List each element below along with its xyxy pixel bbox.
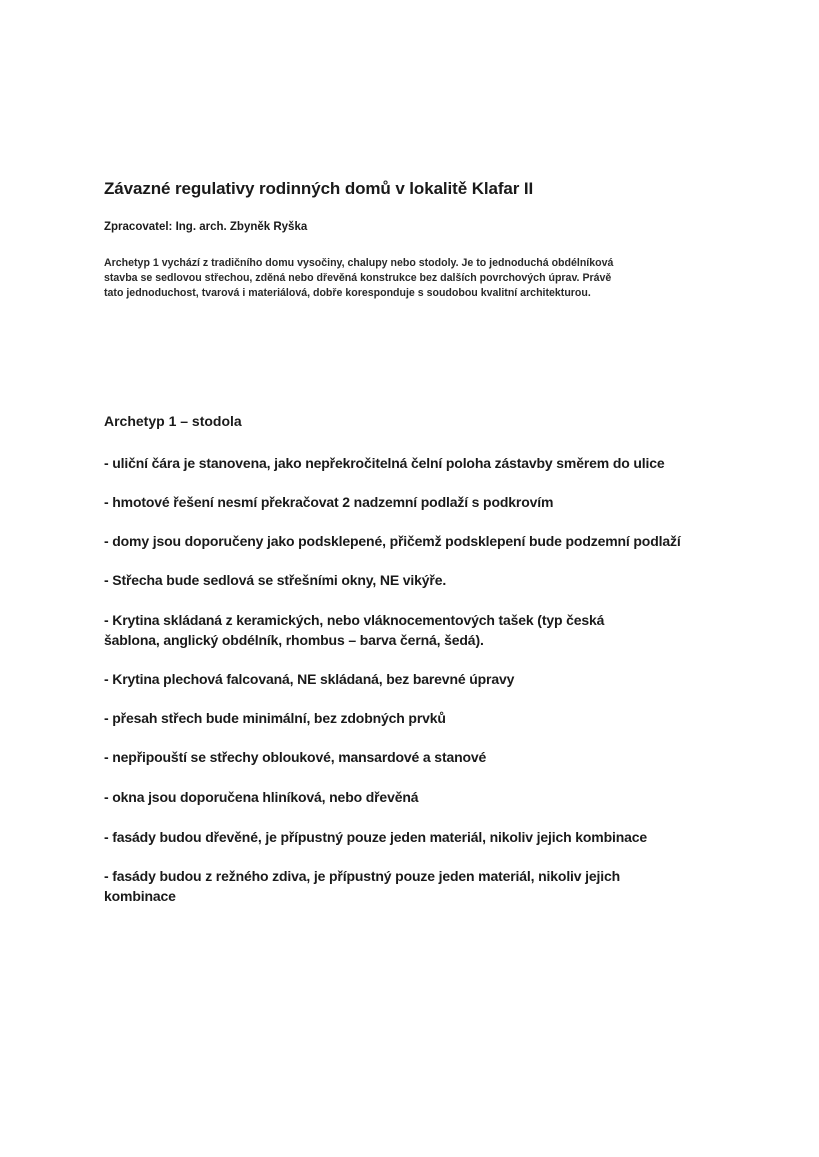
rule-item: [104, 610, 764, 650]
rule-line: - Krytina plechová falcovaná, NE skládaná, bez barevné úpravy: [104, 671, 515, 687]
document-author: Zpracovatel: Ing. arch. Zbyněk Ryška: [104, 221, 308, 233]
rule-line: - Krytina skládaná z keramických, nebo vláknocementových tašek (typ česká: [104, 612, 605, 628]
rule-item: [104, 787, 764, 807]
intro-line: tato jednoduchost, tvarová i materiálová, dobře koresponduje s soudobou kvalitní architekturou.: [104, 287, 591, 299]
rule-item: [104, 453, 764, 473]
rule-line: kombinace: [104, 888, 176, 904]
rule-item: [104, 669, 764, 689]
rule-line: - domy jsou doporučeny jako podsklepené, přičemž podsklepení bude podzemní podlaží: [104, 533, 681, 549]
rule-item: [104, 747, 764, 767]
rule-item: [104, 866, 764, 906]
intro-paragraph: [104, 256, 744, 301]
rule-line: - přesah střech bude minimální, bez zdobných prvků: [104, 710, 446, 726]
rule-line: - okna jsou doporučena hliníková, nebo dřevěná: [104, 789, 419, 805]
intro-line: stavba se sedlovou střechou, zděná nebo dřevěná konstrukce bez dalších povrchových úprav. Právě: [104, 272, 612, 284]
rule-line: - Střecha bude sedlová se střešními okny, NE vikýře.: [104, 572, 447, 588]
rule-item: [104, 570, 764, 590]
rule-line: - uliční čára je stanovena, jako nepřekročitelná čelní poloha zástavby směrem do ulice: [104, 455, 665, 471]
intro-line: Archetyp 1 vychází z tradičního domu vysočiny, chalupy nebo stodoly. Je to jednoduchá obdélníková: [104, 257, 614, 269]
document-title: Závazné regulativy rodinných domů v lokalitě Klafar II: [104, 179, 534, 198]
section-heading: Archetyp 1 – stodola: [104, 413, 242, 429]
rule-line: šablona, anglický obdélník, rhombus – barva černá, šedá).: [104, 632, 484, 648]
rule-item: [104, 531, 764, 551]
rule-line: - fasády budou dřevěné, je přípustný pouze jeden materiál, nikoliv jejich kombinace: [104, 829, 648, 845]
rule-line: - fasády budou z režného zdiva, je přípustný pouze jeden materiál, nikoliv jejich: [104, 868, 621, 884]
rule-line: - hmotové řešení nesmí překračovat 2 nadzemní podlaží s podkrovím: [104, 494, 554, 510]
rule-line: - nepřipouští se střechy obloukové, mansardové a stanové: [104, 749, 487, 765]
rule-item: [104, 708, 764, 728]
rule-item: [104, 827, 764, 847]
rule-item: [104, 492, 764, 512]
